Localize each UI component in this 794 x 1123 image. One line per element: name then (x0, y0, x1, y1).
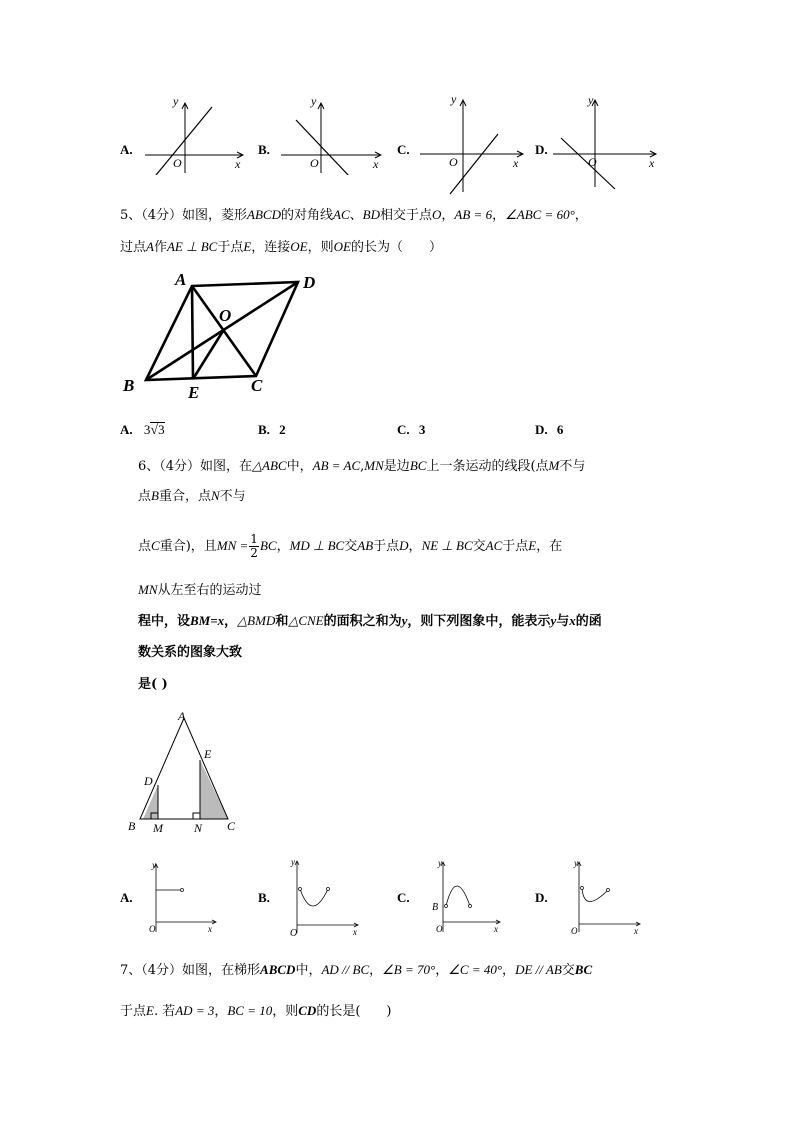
q6-text-line1: 6、（4分）如图，在△ABC中，AB = AC,MN是边BC上一条运动的线段(点M不与 (138, 458, 586, 474)
q6-graph-d (568, 856, 644, 936)
q4-d-y-label: y (588, 93, 594, 107)
q6-d-y-label: y (574, 858, 578, 868)
q6-label-m: M (153, 821, 163, 835)
q6-label-e: E (204, 747, 212, 761)
q6-c-y-label: y (438, 858, 442, 868)
q5-choice-a-value: 3√3 (143, 422, 165, 438)
q6-text-line4: MN从左至右的运动过 (138, 582, 262, 598)
q6-option-d-label[interactable]: D. (535, 890, 548, 905)
q4-graph-d (553, 92, 663, 192)
q6-text-line2: 点B重合，点N不与 (138, 488, 246, 504)
q4-option-a-label[interactable]: A. (120, 142, 133, 157)
q6-graph-c (428, 856, 504, 936)
q6-label-d: D (144, 774, 153, 788)
q6-c-point-label: B (432, 902, 439, 913)
q6-text-line3: 点C重合)，且MN = $\frac{1}{2}$ BC，MD ⊥ BC交AB于点D，NE ⊥ BC交AC于点E，在 (138, 532, 563, 560)
q6-text-line7: 是( ) (138, 677, 168, 692)
q4-d-x-label: x (649, 156, 655, 170)
q6-text-line6: 数关系的图象大致 (138, 645, 243, 660)
q4-b-x-label: x (373, 157, 379, 171)
q6-option-a-label[interactable]: A. (120, 890, 133, 905)
q4-graph-a (140, 95, 250, 175)
q5-label-a: A (175, 270, 187, 289)
q4-c-origin: O (449, 155, 458, 169)
q5-label-e: E (188, 383, 200, 402)
q6-graph-b (288, 855, 364, 937)
q5-label-d: D (303, 273, 316, 292)
q5-choice-a[interactable]: A. 3√3 (120, 422, 165, 438)
q4-a-origin: O (173, 156, 182, 170)
q4-option-c-label[interactable]: C. (397, 142, 410, 157)
q5-choice-b[interactable]: B. 2 (258, 422, 286, 437)
q4-c-x-label: x (513, 156, 519, 170)
q7-text-line2: 于点E. 若AD = 3，BC = 10，则CD的长是( ) (120, 1003, 392, 1019)
q4-graph-c (420, 90, 530, 198)
q4-a-x-label: x (235, 157, 241, 171)
q5-rhombus-figure (115, 265, 330, 405)
q5-text-line2: 过点A作AE ⊥ BC于点E，连接OE，则OE的长为（ ） (120, 239, 443, 255)
q6-option-c-label[interactable]: C. (397, 890, 410, 905)
q4-c-y-label: y (451, 92, 457, 106)
q6-b-origin: O (290, 928, 298, 937)
q6-b-y-label: y (291, 857, 295, 867)
q6-label-a: A (178, 709, 186, 723)
q6-b-x-label: x (353, 927, 357, 937)
q4-d-origin: O (588, 155, 597, 169)
q5-label-c: C (251, 376, 263, 395)
q6-graph-a (146, 858, 222, 936)
q4-option-b-label[interactable]: B. (258, 142, 270, 157)
q6-label-n: N (194, 821, 203, 835)
q5-label-b: B (123, 376, 135, 395)
q6-fraction-half: $\frac{1}{2}$ (250, 532, 258, 560)
q6-c-x-label: x (494, 924, 498, 934)
q4-a-y-label: y (173, 95, 179, 108)
q6-label-b: B (128, 819, 136, 833)
q6-text-line5: 程中，设BM=x，△BMD和△CNE的面积之和为y，则下列图象中，能表示y与x的函 (138, 613, 602, 629)
q6-a-x-label: x (208, 924, 212, 934)
q6-triangle-figure (120, 708, 250, 838)
q4-option-d-label[interactable]: D. (535, 142, 548, 157)
q6-label-c: C (227, 819, 236, 833)
q7-text-line1: 7、（4分）如图，在梯形ABCD中，AD // BC，∠B = 70°，∠C = 40°，DE // AB交BC (120, 962, 593, 978)
q6-d-origin: O (571, 926, 578, 936)
q5-text-line1: 5、（4分）如图，菱形ABCD的对角线AC、BD相交于点O，AB = 6，∠ABC = 60°， (120, 207, 588, 223)
q6-option-b-label[interactable]: B. (258, 890, 270, 905)
q5-label-o: O (219, 306, 232, 325)
q6-c-origin: O (436, 924, 443, 934)
q4-graph-b (278, 95, 388, 175)
q4-b-y-label: y (311, 95, 317, 108)
q4-b-origin: O (310, 156, 319, 170)
q5-choice-d[interactable]: D. 6 (535, 422, 564, 437)
q6-a-origin: O (149, 924, 156, 934)
q5-choice-c[interactable]: C. 3 (397, 422, 426, 437)
q6-d-x-label: x (634, 926, 638, 936)
q6-a-y-label: y (152, 860, 156, 870)
